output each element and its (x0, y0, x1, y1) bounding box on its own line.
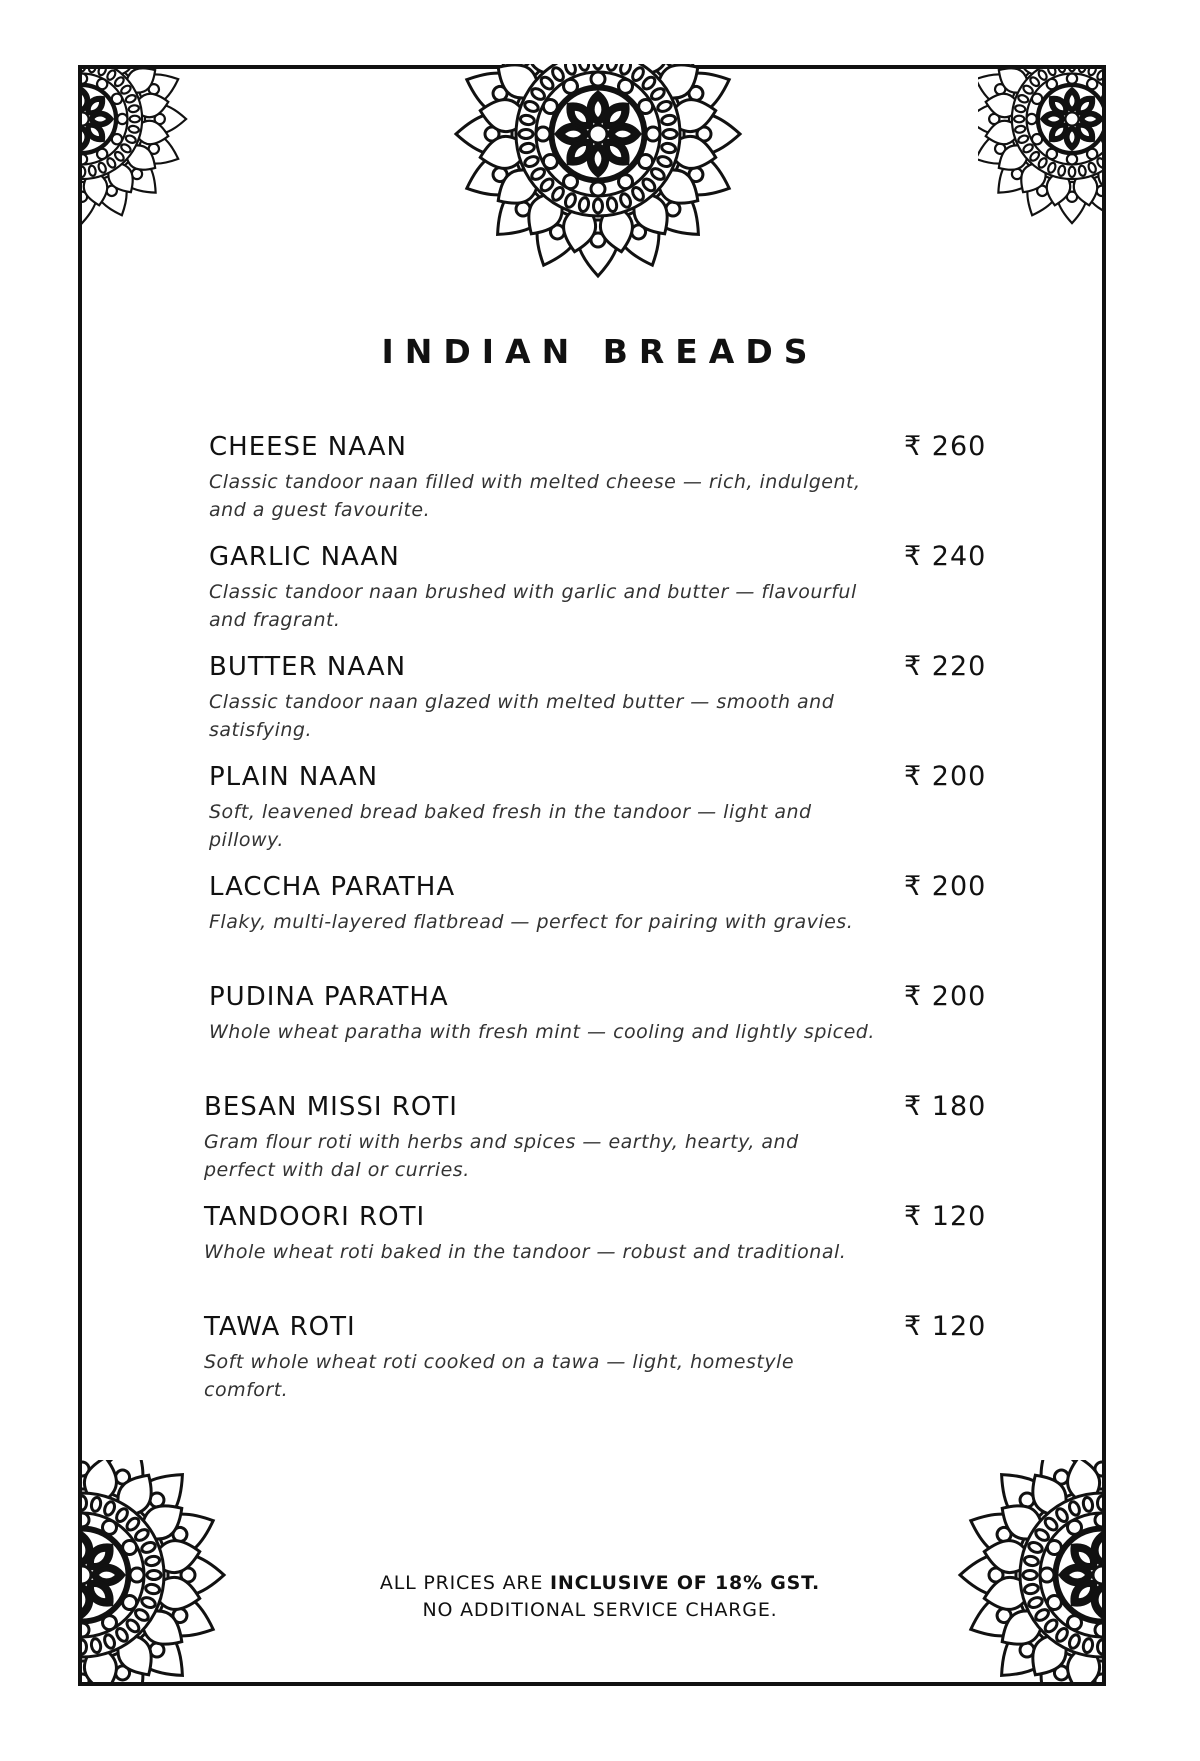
menu-item (209, 650, 1029, 744)
item-name: BESAN MISSI ROTI (204, 1092, 458, 1122)
item-price: ₹ 240 (904, 541, 987, 572)
item-name: PLAIN NAAN (209, 762, 379, 792)
item-description: Soft whole wheat roti cooked on a tawa — light, homestyle comfort. (204, 1351, 795, 1401)
item-name: GARLIC NAAN (209, 542, 400, 572)
item-price: ₹ 180 (904, 1091, 987, 1122)
rupee-symbol: ₹ (904, 651, 923, 682)
item-price: ₹ 200 (904, 761, 987, 792)
item-description: Soft, leavened bread baked fresh in the tandoor — light and pillowy. (209, 801, 812, 851)
menu-item (209, 870, 1029, 936)
item-price: ₹ 200 (904, 981, 987, 1012)
rupee-symbol: ₹ (904, 871, 923, 902)
menu-item (204, 1200, 1024, 1266)
service-charge-note: NO ADDITIONAL SERVICE CHARGE. (422, 1599, 778, 1621)
item-price: ₹ 260 (904, 431, 987, 462)
item-description: Flaky, multi-layered flatbread — perfect for pairing with gravies. (209, 911, 854, 933)
item-description: Classic tandoor naan glazed with melted butter — smooth and satisfying. (209, 691, 835, 741)
rupee-symbol: ₹ (904, 1311, 923, 1342)
item-price: ₹ 200 (904, 871, 987, 902)
mandala-top-right-icon (978, 69, 1102, 229)
item-price: ₹ 120 (904, 1311, 987, 1342)
item-description: Whole wheat paratha with fresh mint — cooling and lightly spiced. (209, 1021, 875, 1043)
item-description: Whole wheat roti baked in the tandoor — robust and traditional. (204, 1241, 847, 1263)
menu-item (209, 980, 1029, 1046)
rupee-symbol: ₹ (904, 431, 923, 462)
item-name: TAWA ROTI (204, 1312, 356, 1342)
menu-item (204, 1090, 1024, 1184)
item-price: ₹ 120 (904, 1201, 987, 1232)
rupee-symbol: ₹ (904, 541, 923, 572)
item-description: Gram flour roti with herbs and spices — earthy, hearty, and perfect with dal or curries. (204, 1131, 799, 1181)
rupee-symbol: ₹ (904, 981, 923, 1012)
item-name: CHEESE NAAN (209, 432, 407, 462)
menu-item (209, 760, 1029, 854)
rupee-symbol: ₹ (904, 761, 923, 792)
item-price: ₹ 220 (904, 651, 987, 682)
menu-title: INDIAN BREADS (381, 332, 819, 371)
mandala-top-center-icon (448, 64, 748, 294)
pricing-note (0, 1570, 1200, 1624)
gst-note: ALL PRICES ARE INCLUSIVE OF 18% GST. (379, 1572, 821, 1594)
rupee-symbol: ₹ (904, 1201, 923, 1232)
item-name: PUDINA PARATHA (209, 982, 449, 1012)
mandala-top-left-icon (82, 69, 207, 229)
rupee-symbol: ₹ (904, 1091, 923, 1122)
item-description: Classic tandoor naan filled with melted cheese — rich, indulgent, and a guest favourite. (209, 471, 861, 521)
item-name: BUTTER NAAN (209, 652, 407, 682)
menu-item (204, 1310, 1024, 1404)
menu-item (209, 540, 1029, 634)
item-description: Classic tandoor naan brushed with garlic and butter — flavourful and fragrant. (209, 581, 857, 631)
item-name: TANDOORI ROTI (204, 1202, 426, 1232)
menu-item (209, 430, 1029, 524)
item-name: LACCHA PARATHA (209, 872, 456, 902)
